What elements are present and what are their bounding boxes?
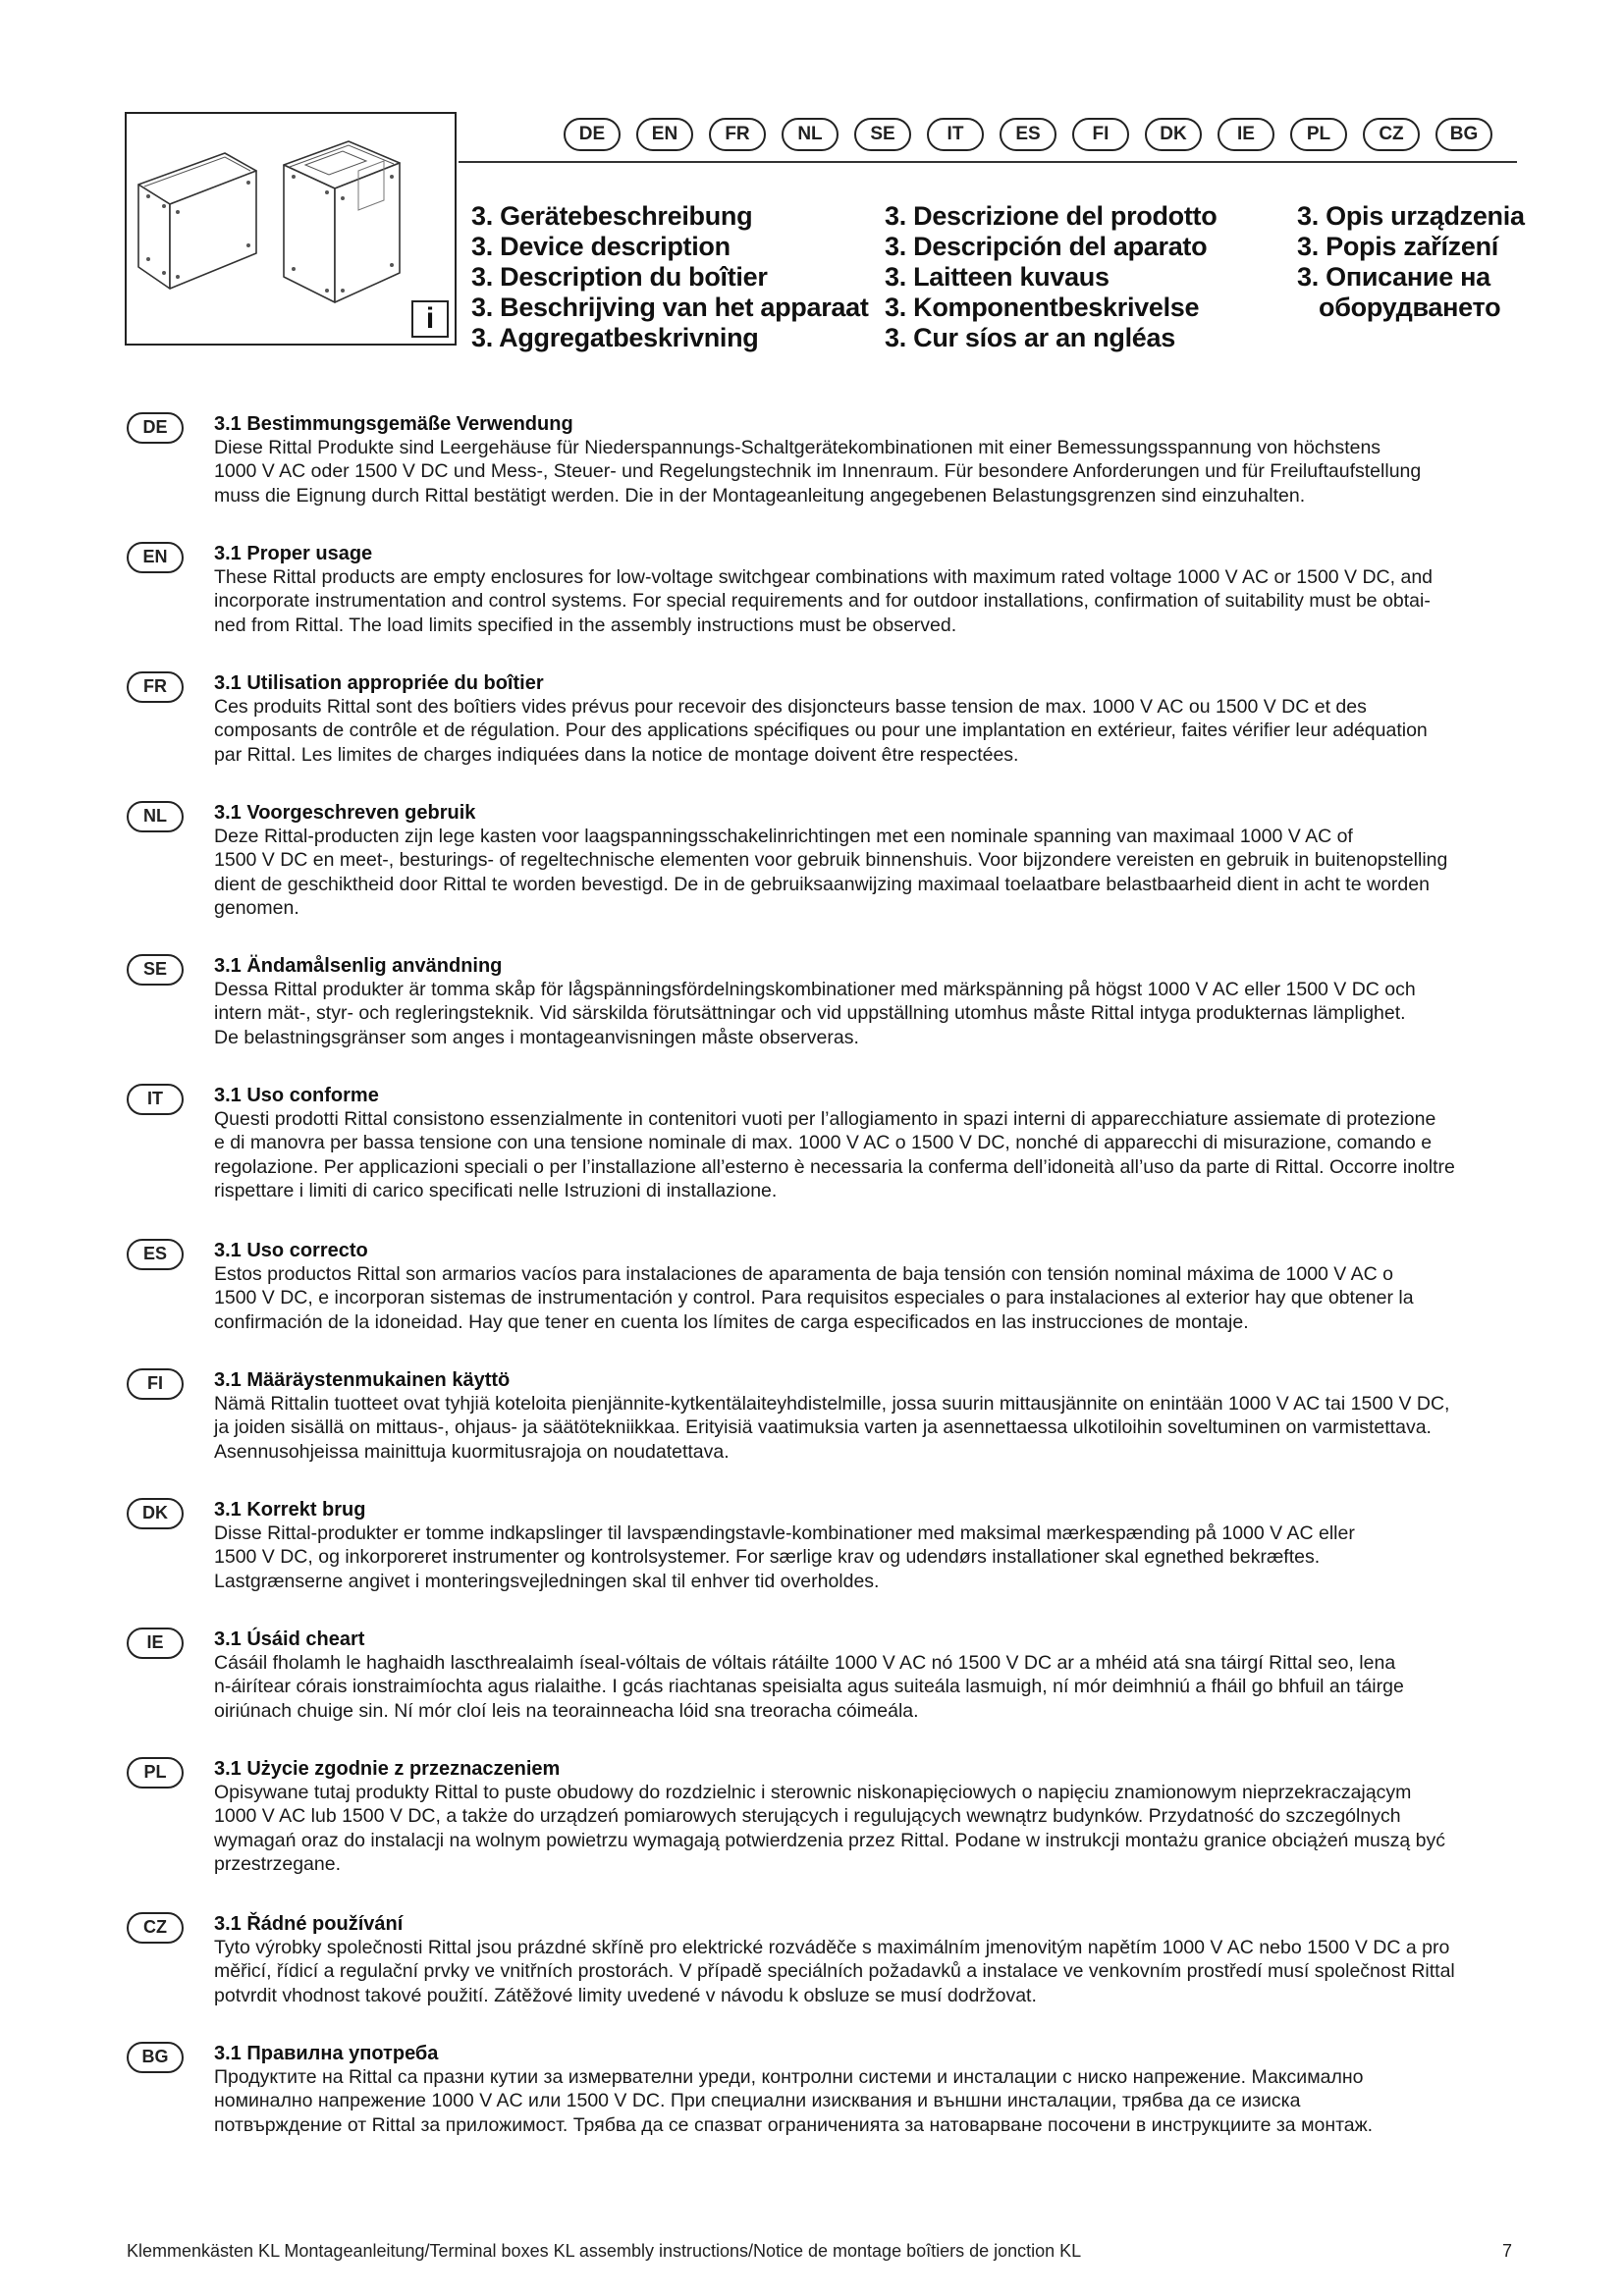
lang-pill: DE	[564, 118, 621, 151]
section-heading: 3.1 Ändamålsenlig användning	[214, 955, 503, 977]
page-number: 7	[1502, 2241, 1513, 2261]
section-title: 3. Beschrijving van het apparaat	[471, 293, 869, 322]
body-line: Lastgrænserne angivet i monteringsvejledningen skal til enhver tid overholdes.	[214, 1570, 880, 1592]
section-heading: 3.1 Voorgeschreven gebruik	[214, 802, 476, 824]
lang-pill: IT	[927, 118, 984, 151]
body-line: oiriúnach chuige sin. Ní mór cloí leis na teorainneacha lóid sna treoracha cóimeála.	[214, 1699, 919, 1722]
lang-badge: ES	[127, 1239, 184, 1270]
lang-badge: DE	[127, 412, 184, 444]
title-column-1	[471, 201, 869, 353]
info-icon: i	[411, 300, 449, 338]
lang-badge: BG	[127, 2042, 184, 2073]
section-title: 3. Device description	[471, 232, 731, 261]
lang-pill: FI	[1072, 118, 1129, 151]
body-line: Estos productos Rittal son armarios vacíos para instalaciones de aparamenta de baja tensión con tensión nominal máxima de 1000 V AC o	[214, 1263, 1394, 1285]
section-title: 3. Aggregatbeskrivning	[471, 323, 759, 352]
section-heading: 3.1 Řádné používání	[214, 1913, 404, 1935]
lang-badge: PL	[127, 1757, 184, 1789]
lang-badge: SE	[127, 954, 184, 986]
section-heading: 3.1 Korrekt brug	[214, 1499, 366, 1521]
body-line: n-áirítear córais ionstraimíochta agus rialaithe. I gcás riachtanas speisialta agus suiteála lasmuigh, ní mór deimhniú a fháil go bhfuil an táirge	[214, 1676, 1404, 1698]
section-heading: 3.1 Uso correcto	[214, 1240, 368, 1261]
body-line: composants de contrôle et de régulation. Pour des applications spécifiques ou pour une implantation en extérieur, faites vérifier leur adéquation	[214, 720, 1428, 742]
section-title: 3. Descripción del aparato	[885, 232, 1208, 261]
section-heading: 3.1 Правилна употреба	[214, 2043, 439, 2064]
body-line: Cásáil fholamh le haghaidh lascthrealaimh íseal-vóltais de vóltais rátáilte 1000 V AC nó 1500 V DC ar a mhéid atá sna táirgí Rittal seo, lena	[214, 1652, 1396, 1674]
lang-badge: IE	[127, 1628, 184, 1659]
lang-pill: DK	[1145, 118, 1202, 151]
lang-badge: FR	[127, 671, 184, 703]
language-bar	[564, 118, 1492, 153]
lang-badge: IT	[127, 1084, 184, 1115]
body-line: muss die Eignung durch Rittal bestätigt werden. Die in der Montageanleitung angegebenen Belastungsgrenzen sind einzuhalten.	[214, 484, 1306, 507]
body-line: regolazione. Per applicazioni speciali o per l’installazione all’esterno è necessaria la conferma dell’idoneità all’uso da parte di Rittal. Occorre inoltre	[214, 1155, 1455, 1178]
lang-pill: ES	[1000, 118, 1056, 151]
body-line: dient de geschiktheid door Rittal te worden bevestigd. De in de gebruiksaanwijzing maximaal toelaatbare belastbaarheid dient in acht te worden	[214, 873, 1430, 895]
body-line: Diese Rittal Produkte sind Leergehäuse für Niederspannungs-Schaltgerätekombinationen mit einer Bemessungsspannung von höchstens	[214, 437, 1381, 458]
body-line: Deze Rittal-producten zijn lege kasten voor laagspanningsschakelinrichtingen met een nominale spanning van maximaal 1000 V AC of	[214, 826, 1353, 847]
header-rule	[459, 161, 1517, 163]
section-heading: 3.1 Úsáid cheart	[214, 1629, 365, 1650]
section-title: 3. Описание на	[1297, 262, 1490, 292]
body-line: Nämä Rittalin tuotteet ovat tyhjiä koteloita pienjännite-kytkentälaiteyhdistelmille, jossa suurin mittausjännite on enintään 1000 V AC tai 1500 V DC,	[214, 1393, 1450, 1415]
body-line: ned from Rittal. The load limits specified in the assembly instructions must be observed.	[214, 614, 957, 636]
body-line: e di manovra per bassa tensione con una tensione nominale di max. 1000 V AC o 1500 V DC, nonché di apparecchi di misurazione, comando e	[214, 1132, 1433, 1154]
lang-pill: IE	[1218, 118, 1274, 151]
section-heading: 3.1 Bestimmungsgemäße Verwendung	[214, 413, 573, 435]
section-title: 3. Description du boîtier	[471, 262, 768, 292]
title-column-2	[885, 201, 1217, 353]
body-line: Продуктите на Rittal са празни кутии за измервателни уреди, контролни системи и инсталации с ниско напрежение. Максимално	[214, 2066, 1364, 2088]
lang-pill: CZ	[1363, 118, 1420, 151]
body-line: wymagań oraz do instalacji na wolnym powietrzu wymagają potwierdzenia przez Rittal. Podane w instrukcji montażu granice obciążeń muszą być	[214, 1829, 1446, 1851]
lang-badge: EN	[127, 542, 184, 573]
lang-badge: NL	[127, 801, 184, 832]
body-line: Tyto výrobky společnosti Rittal jsou prázdné skříně pro elektrické rozváděče s maximálním jmenovitým napětím 1000 V AC nebo 1500 V DC a pro	[214, 1937, 1450, 1958]
body-line: confirmación de la idoneidad. Hay que tener en cuenta los límites de carga especificados en las instrucciones de montaje.	[214, 1310, 1249, 1333]
body-line: potvrdit vhodnost takové použití. Zátěžové limity uvedené v návodu k obsluze se musí dodržovat.	[214, 1984, 1037, 2006]
body-line: Disse Rittal-produkter er tomme indkapslinger til lavspændingstavle-kombinationer med maksimal mærkespænding på 1000 V AC eller	[214, 1522, 1355, 1544]
title-column-3	[1297, 201, 1525, 323]
footer-text: Klemmenkästen KL Montageanleitung/Terminal boxes KL assembly instructions/Notice de montage boîtiers de jonction KL	[127, 2241, 1082, 2261]
section-heading: 3.1 Proper usage	[214, 543, 373, 564]
section-title: 3. Popis zařízení	[1297, 232, 1498, 261]
body-line: przestrzegane.	[214, 1852, 341, 1875]
body-line: Asennusohjeissa mainittuja kuormitusrajoja on noudatettava.	[214, 1440, 730, 1463]
body-line: Dessa Rittal produkter är tomma skåp för lågspänningsfördelningskombinationer med märkspänning på högst 1000 V AC eller 1500 V DC och	[214, 979, 1416, 1000]
body-line: Questi prodotti Rittal consistono essenzialmente in contenitori vuoti per l’allogiamento in spazi interni di apparecchiature assiemate di protezione	[214, 1108, 1436, 1130]
section-heading: 3.1 Użycie zgodnie z przeznaczeniem	[214, 1758, 561, 1780]
section-heading: 3.1 Uso conforme	[214, 1085, 379, 1106]
body-line: 1500 V DC, e incorporan sistemas de instrumentación y control. Para requisitos especiales o para instalaciones al exterior hay que obtener la	[214, 1287, 1414, 1309]
product-illustration	[125, 112, 457, 346]
section-heading: 3.1 Utilisation appropriée du boîtier	[214, 672, 544, 694]
section-title: 3. Komponentbeskrivelse	[885, 293, 1200, 322]
body-line: These Rittal products are empty enclosures for low-voltage switchgear combinations with maximum rated voltage 1000 V AC or 1500 V DC, and	[214, 566, 1434, 588]
body-line: потвърждение от Rittal за приложимост. Трябва да се спазват ограниченията за натоварване посочени в инструкциите за монтаж.	[214, 2113, 1374, 2136]
lang-pill: SE	[854, 118, 911, 151]
section-title: 3. Gerätebeschreibung	[471, 201, 753, 231]
body-line: par Rittal. Les limites de charges indiquées dans la notice de montage doivent être respectées.	[214, 743, 1019, 766]
body-line: intern mät-, styr- och regleringsteknik. Vid särskilda förutsättningar och vid uppställning utomhus måste Rittal intyga produkternas lämplighet.	[214, 1002, 1406, 1025]
section-title: оборудването	[1319, 293, 1501, 322]
lang-pill: NL	[782, 118, 839, 151]
section-title: 3. Descrizione del prodotto	[885, 201, 1218, 231]
body-line: genomen.	[214, 896, 299, 919]
body-line: номинално напрежение 1000 V AC или 1500 V DC. При специални изисквания и външни инсталации, трябва да се изиска	[214, 2090, 1301, 2112]
body-line: 1000 V AC oder 1500 V DC und Mess-, Steuer- und Regelungstechnik im Innenraum. Für besondere Anforderungen und für Freiluftaufstellung	[214, 460, 1422, 483]
body-line: Ces produits Rittal sont des boîtiers vides prévus pour recevoir des disjoncteurs basse tension de max. 1000 V AC ou 1500 V DC et des	[214, 696, 1367, 718]
body-line: měřicí, řídicí a regulační prvky ve vnitřních prostorách. V případě speciálních požadavků a instalace ve venkovním prostředí musí společnost Rittal	[214, 1960, 1455, 1983]
body-line: Opisywane tutaj produkty Rittal to puste obudowy do rozdzielnic i sterownic niskonapięciowych o napięciu znamionowym nieprzekraczającym	[214, 1782, 1412, 1803]
lang-pill: EN	[636, 118, 693, 151]
section-heading: 3.1 Määräystenmukainen käyttö	[214, 1369, 511, 1391]
body-line: ja joiden sisällä on mittaus-, ohjaus- ja säätötekniikkaa. Erityisiä vaatimuksia varten ja asennettaessa ulkotiloihin soveltuminen on varmistettava.	[214, 1416, 1432, 1439]
lang-pill: BG	[1435, 118, 1492, 151]
terminal-boxes-drawing	[127, 114, 455, 344]
body-line: incorporate instrumentation and control systems. For special requirements and for outdoor installations, confirmation of suitability must be obtai-	[214, 590, 1431, 613]
body-line: rispettare i limiti di carico specificati nelle Istruzioni di installazione.	[214, 1179, 778, 1201]
lang-badge: FI	[127, 1368, 184, 1400]
body-line: De belastningsgränser som anges i montageanvisningen måste observeras.	[214, 1026, 859, 1048]
body-line: 1500 V DC en meet-, besturings- of regeltechnische elementen voor gebruik binnenshuis. Voor bijzondere vereisten en gebruik in buitenopstelling	[214, 849, 1448, 872]
section-title: 3. Cur síos ar an ngléas	[885, 323, 1175, 352]
lang-pill: PL	[1290, 118, 1347, 151]
lang-badge: CZ	[127, 1912, 184, 1944]
lang-pill: FR	[709, 118, 766, 151]
section-title: 3. Opis urządzenia	[1297, 201, 1525, 231]
body-line: 1000 V AC lub 1500 V DC, a także do urządzeń pomiarowych sterujących i regulujących wewnątrz budynków. Przydatność do szczególnych	[214, 1805, 1401, 1828]
body-line: 1500 V DC, og inkorporeret instrumenter og kontrolsystemer. For særlige krav og udendørs installationer skal egnethed bekræftes.	[214, 1546, 1321, 1569]
section-title: 3. Laitteen kuvaus	[885, 262, 1110, 292]
lang-badge: DK	[127, 1498, 184, 1529]
